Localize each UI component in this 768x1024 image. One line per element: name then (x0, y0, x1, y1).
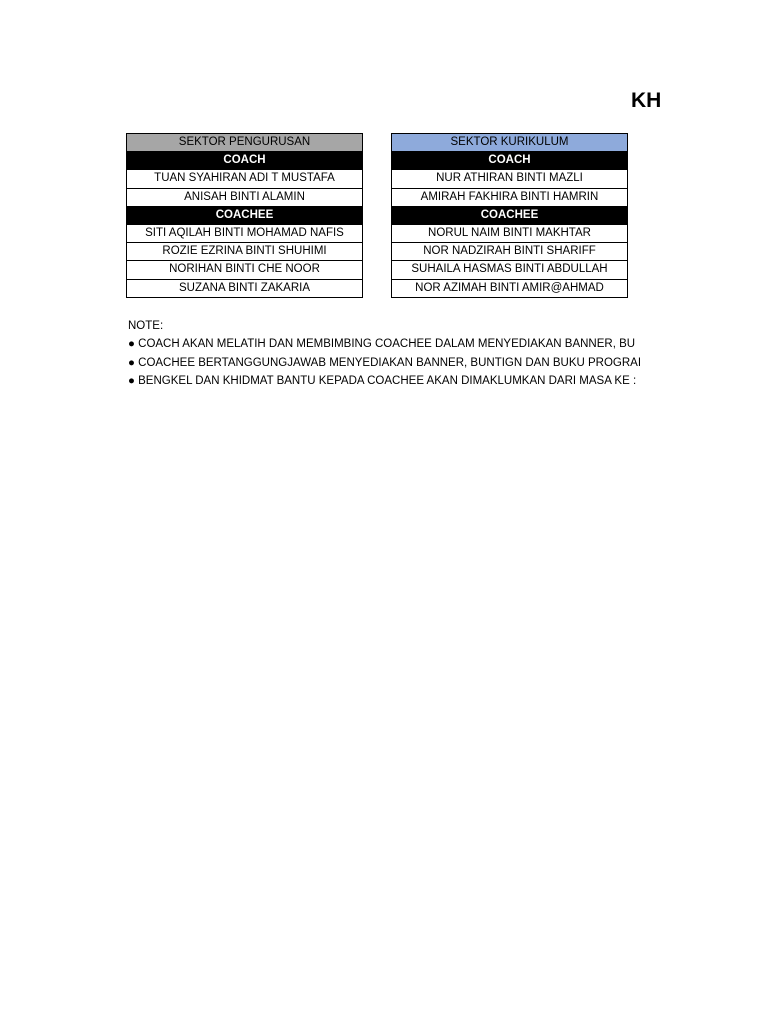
page-title: KH (631, 89, 662, 112)
table-row (127, 170, 363, 188)
table-row (392, 152, 628, 170)
coachee-name-cell: SITI AQILAH BINTI MOHAMAD NAFIS (127, 224, 363, 242)
coach-name-cell: TUAN SYAHIRAN ADI T MUSTAFA (127, 170, 363, 188)
coach-name-cell: ANISAH BINTI ALAMIN (127, 188, 363, 206)
coachee-subheader: COACHEE (127, 206, 363, 224)
sector-header: SEKTOR PENGURUSAN (127, 134, 363, 152)
table-header-row (127, 134, 363, 152)
coach-subheader: COACH (392, 152, 628, 170)
table-header-row (392, 134, 628, 152)
table-row (127, 224, 363, 242)
coachee-subheader: COACHEE (392, 206, 628, 224)
table-row (127, 206, 363, 224)
table-row (392, 279, 628, 297)
coach-name-cell: NUR ATHIRAN BINTI MAZLI (392, 170, 628, 188)
table-row (392, 224, 628, 242)
table-row (127, 261, 363, 279)
table-row (392, 188, 628, 206)
table-row (127, 152, 363, 170)
notes-heading: NOTE: (128, 320, 164, 332)
table-sektor-pengurusan (126, 133, 363, 298)
table-row (127, 188, 363, 206)
coachee-name-cell: NOR AZIMAH BINTI AMIR@AHMAD (392, 279, 628, 297)
sector-header: SEKTOR KURIKULUM (392, 134, 628, 152)
coachee-name-cell: ROZIE EZRINA BINTI SHUHIMI (127, 243, 363, 261)
coachee-name-cell: SUHAILA HASMAS BINTI ABDULLAH (392, 261, 628, 279)
coachee-name-cell: SUZANA BINTI ZAKARIA (127, 279, 363, 297)
coachee-name-cell: NORIHAN BINTI CHE NOOR (127, 261, 363, 279)
table-sektor-kurikulum (391, 133, 628, 298)
table-row (392, 170, 628, 188)
coach-name-cell: AMIRAH FAKHIRA BINTI HAMRIN (392, 188, 628, 206)
table-row (392, 206, 628, 224)
coach-subheader: COACH (127, 152, 363, 170)
note-item: ● BENGKEL DAN KHIDMAT BANTU KEPADA COACHEE AKAN DIMAKLUMKAN DARI MASA KE : (128, 374, 637, 387)
table-row (392, 243, 628, 261)
coachee-name-cell: NOR NADZIRAH BINTI SHARIFF (392, 243, 628, 261)
note-item: ● COACH AKAN MELATIH DAN MEMBIMBING COACHEE DALAM MENYEDIAKAN BANNER, BU (128, 338, 636, 351)
table-row (127, 279, 363, 297)
table-row (392, 261, 628, 279)
coachee-name-cell: NORUL NAIM BINTI MAKHTAR (392, 224, 628, 242)
note-item: ● COACHEE BERTANGGUNGJAWAB MENYEDIAKAN BANNER, BUNTIGN DAN BUKU PROGRAI (128, 356, 642, 369)
notes-section (128, 317, 657, 390)
table-row (127, 243, 363, 261)
